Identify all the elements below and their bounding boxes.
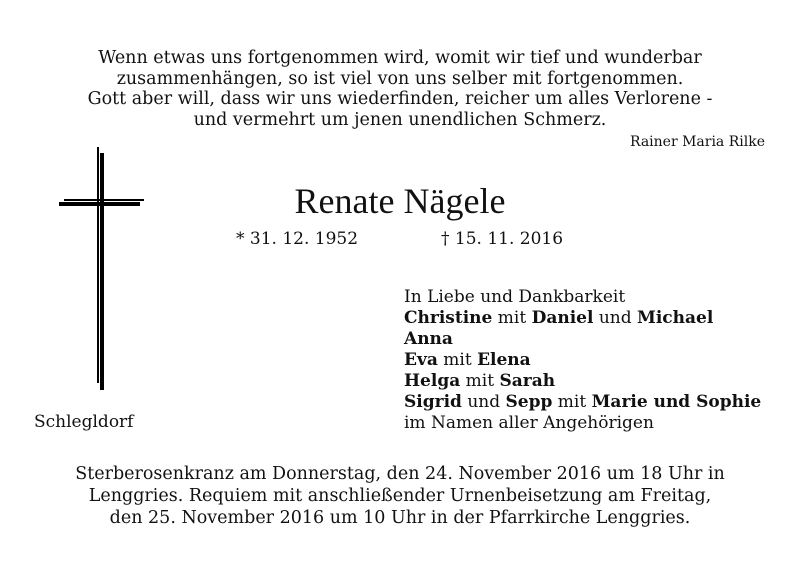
family-member: Marie und Sophie [591,392,762,412]
family-line [404,308,761,329]
family-line [404,371,761,392]
family-member: Eva [404,350,438,370]
family-outro: im Namen aller Angehörigen [404,413,654,433]
family-member: Christine [404,308,493,328]
death-date: † 15. 11. 2016 [441,229,564,249]
quote-line: Wenn etwas uns fortgenommen wird, womit wir tief und wunderbar [98,48,702,68]
family-line [404,392,761,413]
deceased-name: Renate Nägele [294,181,506,221]
family-member: Sarah [499,371,556,391]
notice-line: Lenggries. Requiem mit anschließender Urnenbeisetzung am Freitag, [88,486,712,506]
family-member: Sepp [505,392,553,412]
connector: mit [552,392,592,412]
family-member: Sigrid [404,392,462,412]
quote-author: Rainer Maria Rilke [629,134,765,150]
family-member: Helga [404,371,461,391]
quote-line: zusammenhängen, so ist viel von uns selber mit fortgenommen. [116,68,684,89]
connector: mit [437,350,478,370]
family-line [404,329,761,350]
family-member: Daniel [531,308,594,328]
notice-line: Sterberosenkranz am Donnerstag, den 24. November 2016 um 18 Uhr in [75,464,725,484]
quote-line: Gott aber will, dass wir uns wiederfinden, reicher um alles Verlorene - [87,89,713,109]
family-intro: In Liebe und Dankbarkeit [404,287,626,307]
connector: mit [492,308,532,328]
family-member: Anna [404,329,453,349]
connector: und [461,392,506,412]
connector: und [593,308,638,328]
notice-line: den 25. November 2016 um 10 Uhr in der Pfarrkirche Lenggries. [109,508,691,528]
place: Schlegldorf [34,412,134,432]
family-line [404,350,761,371]
service-notice [0,463,800,529]
family-member: Elena [477,350,531,370]
family-list [404,287,761,434]
family-member: Michael [637,308,714,328]
birth-date: * 31. 12. 1952 [236,229,359,249]
quote-line: und vermehrt um jenen unendlichen Schmerz. [193,109,607,130]
connector: mit [460,371,500,391]
